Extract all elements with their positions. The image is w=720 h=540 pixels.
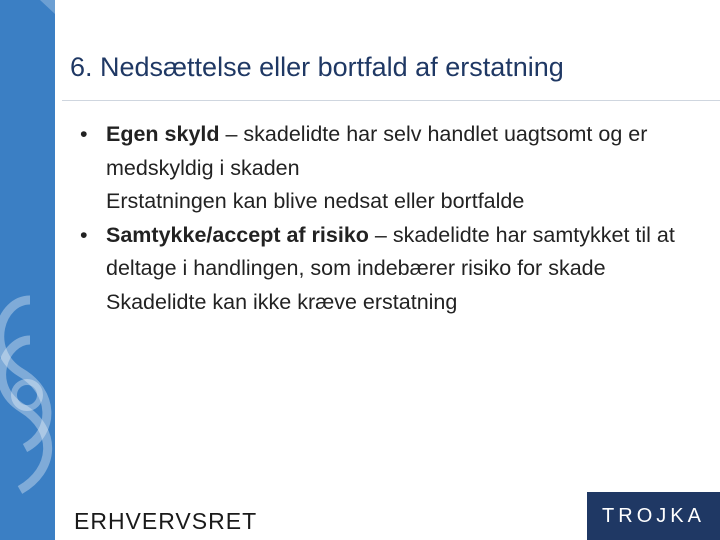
bullet-term: Egen skyld: [106, 122, 220, 146]
slide-title: 6. Nedsættelse eller bortfald af erstatning: [70, 52, 564, 82]
bullet-body: [106, 118, 700, 219]
slide-content: [80, 118, 700, 319]
bullet-term: Samtykke/accept af risiko: [106, 222, 369, 247]
bullet-description: – skadelidte har samtykket til at deltage i handlingen, som indebærer risiko for skade: [106, 222, 675, 280]
bullet-description: – skadelidte har selv handlet uagtsomt og er medskyldig i skaden: [106, 122, 648, 180]
bullet-item-egen-skyld: [80, 118, 700, 219]
logo-text: TROJKA: [602, 504, 705, 527]
bullet-consequence: Skadelidte kan ikke kræve erstatning: [106, 289, 458, 314]
bullet-consequence: Erstatningen kan blive nedsat eller bortfalde: [106, 189, 525, 213]
side-band-decoration: [0, 0, 55, 540]
bullet-item-samtykke: [80, 219, 700, 320]
title-divider: [62, 100, 720, 101]
bullet-body: [106, 219, 700, 320]
paragraph-symbol-watermark: [0, 0, 55, 540]
bullet-marker: •: [80, 122, 88, 146]
bullet-marker: •: [80, 222, 88, 247]
footer-course-label: ERHVERVSRET: [74, 508, 258, 534]
trojka-logo: [587, 492, 720, 540]
